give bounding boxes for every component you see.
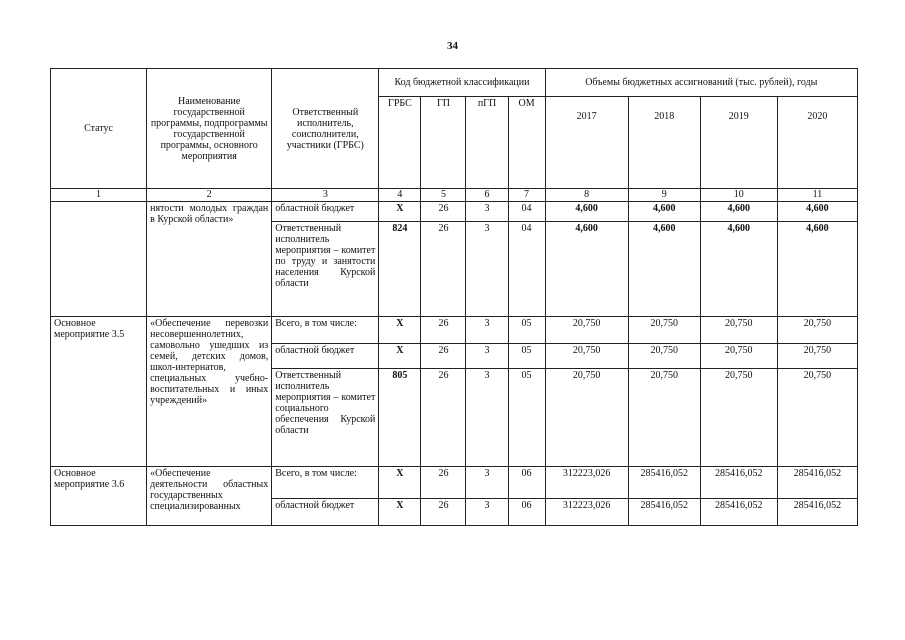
pgp-cell: 3: [466, 202, 508, 222]
value-2017-cell: 4,600: [545, 202, 628, 222]
value-2018-cell: 20,750: [628, 317, 700, 344]
gp-cell: 26: [421, 344, 466, 369]
grbs-cell: Х: [379, 467, 421, 499]
om-cell: 06: [508, 499, 545, 526]
value-2018-cell: 20,750: [628, 369, 700, 467]
value-2020-cell: 4,600: [777, 202, 857, 222]
table-row: [51, 317, 858, 344]
header-name: Наименование государственной программы, подпрограммы государственной программы, основного мероприятия: [147, 69, 272, 189]
col-number: 7: [508, 189, 545, 202]
value-2017-cell: 4,600: [545, 222, 628, 317]
table-row: [51, 202, 858, 222]
header-gp: ГП: [421, 97, 466, 189]
pgp-cell: 3: [466, 369, 508, 467]
value-2018-cell: 4,600: [628, 222, 700, 317]
value-2020-cell: 4,600: [777, 222, 857, 317]
value-2019-cell: 4,600: [700, 222, 777, 317]
header-grbs: ГРБС: [379, 97, 421, 189]
value-2018-cell: 4,600: [628, 202, 700, 222]
header-volumes: Объемы бюджетных ассигнований (тыс. рублей), годы: [545, 69, 857, 97]
header-year-2017: 2017: [545, 97, 628, 189]
header-responsible: Ответственный исполнитель, соисполнители, участники (ГРБС): [272, 69, 379, 189]
grbs-cell: Х: [379, 499, 421, 526]
pgp-cell: 3: [466, 344, 508, 369]
status-cell: [51, 202, 147, 317]
value-2018-cell: 285416,052: [628, 467, 700, 499]
header-status: Статус: [51, 69, 147, 189]
om-cell: 06: [508, 467, 545, 499]
responsible-cell: Всего, в том числе:: [272, 467, 379, 499]
gp-cell: 26: [421, 369, 466, 467]
om-cell: 05: [508, 344, 545, 369]
value-2020-cell: 285416,052: [777, 499, 857, 526]
responsible-cell: областной бюджет: [272, 344, 379, 369]
responsible-cell: Ответственный исполнитель мероприятия – комитет по труду и занятости населения Курской области: [272, 222, 379, 317]
value-2019-cell: 20,750: [700, 344, 777, 369]
header-om: ОМ: [508, 97, 545, 189]
grbs-cell: 805: [379, 369, 421, 467]
gp-cell: 26: [421, 222, 466, 317]
om-cell: 05: [508, 369, 545, 467]
value-2020-cell: 20,750: [777, 369, 857, 467]
header-year-2018: 2018: [628, 97, 700, 189]
col-number: 8: [545, 189, 628, 202]
col-number: 4: [379, 189, 421, 202]
col-number: 5: [421, 189, 466, 202]
value-2019-cell: 285416,052: [700, 499, 777, 526]
status-cell: Основное мероприятие 3.6: [51, 467, 147, 526]
col-number: 9: [628, 189, 700, 202]
pgp-cell: 3: [466, 499, 508, 526]
gp-cell: 26: [421, 317, 466, 344]
grbs-cell: 824: [379, 222, 421, 317]
header-pgp: пГП: [466, 97, 508, 189]
value-2019-cell: 4,600: [700, 202, 777, 222]
value-2017-cell: 20,750: [545, 317, 628, 344]
header-year-2019: 2019: [700, 97, 777, 189]
om-cell: 04: [508, 222, 545, 317]
event-name-cell: нятости молодых граждан в Курской области»: [147, 202, 272, 317]
col-number: 3: [272, 189, 379, 202]
value-2018-cell: 285416,052: [628, 499, 700, 526]
status-cell: Основное мероприятие 3.5: [51, 317, 147, 467]
gp-cell: 26: [421, 467, 466, 499]
value-2019-cell: 20,750: [700, 369, 777, 467]
gp-cell: 26: [421, 499, 466, 526]
col-number: 11: [777, 189, 857, 202]
responsible-cell: областной бюджет: [272, 499, 379, 526]
responsible-cell: Всего, в том числе:: [272, 317, 379, 344]
pgp-cell: 3: [466, 317, 508, 344]
header-year-2020: 2020: [777, 97, 857, 189]
responsible-cell: Ответственный исполнитель мероприятия – комитет социального обеспечения Курской области: [272, 369, 379, 467]
pgp-cell: 3: [466, 467, 508, 499]
value-2020-cell: 285416,052: [777, 467, 857, 499]
value-2019-cell: 20,750: [700, 317, 777, 344]
om-cell: 04: [508, 202, 545, 222]
grbs-cell: Х: [379, 202, 421, 222]
budget-table: [50, 68, 858, 526]
grbs-cell: Х: [379, 344, 421, 369]
event-name-cell: «Обеспечение деятельности областных государственных специализированных: [147, 467, 272, 526]
value-2020-cell: 20,750: [777, 344, 857, 369]
header-kbk: Код бюджетной классификации: [379, 69, 545, 97]
gp-cell: 26: [421, 202, 466, 222]
col-number: 10: [700, 189, 777, 202]
event-name-cell: «Обеспечение перевозки несовершеннолетних, самовольно ушедших из семей, детских домов, школ-интернатов, специальных учебно-воспитательных и иных учреждений»: [147, 317, 272, 467]
page-number: 34: [447, 40, 458, 52]
grbs-cell: Х: [379, 317, 421, 344]
col-number: 2: [147, 189, 272, 202]
pgp-cell: 3: [466, 222, 508, 317]
responsible-cell: областной бюджет: [272, 202, 379, 222]
column-number-row: [51, 189, 858, 202]
om-cell: 05: [508, 317, 545, 344]
value-2017-cell: 20,750: [545, 344, 628, 369]
value-2017-cell: 312223,026: [545, 467, 628, 499]
value-2017-cell: 20,750: [545, 369, 628, 467]
table-row: [51, 467, 858, 499]
value-2019-cell: 285416,052: [700, 467, 777, 499]
value-2018-cell: 20,750: [628, 344, 700, 369]
col-number: 1: [51, 189, 147, 202]
value-2020-cell: 20,750: [777, 317, 857, 344]
col-number: 6: [466, 189, 508, 202]
value-2017-cell: 312223,026: [545, 499, 628, 526]
